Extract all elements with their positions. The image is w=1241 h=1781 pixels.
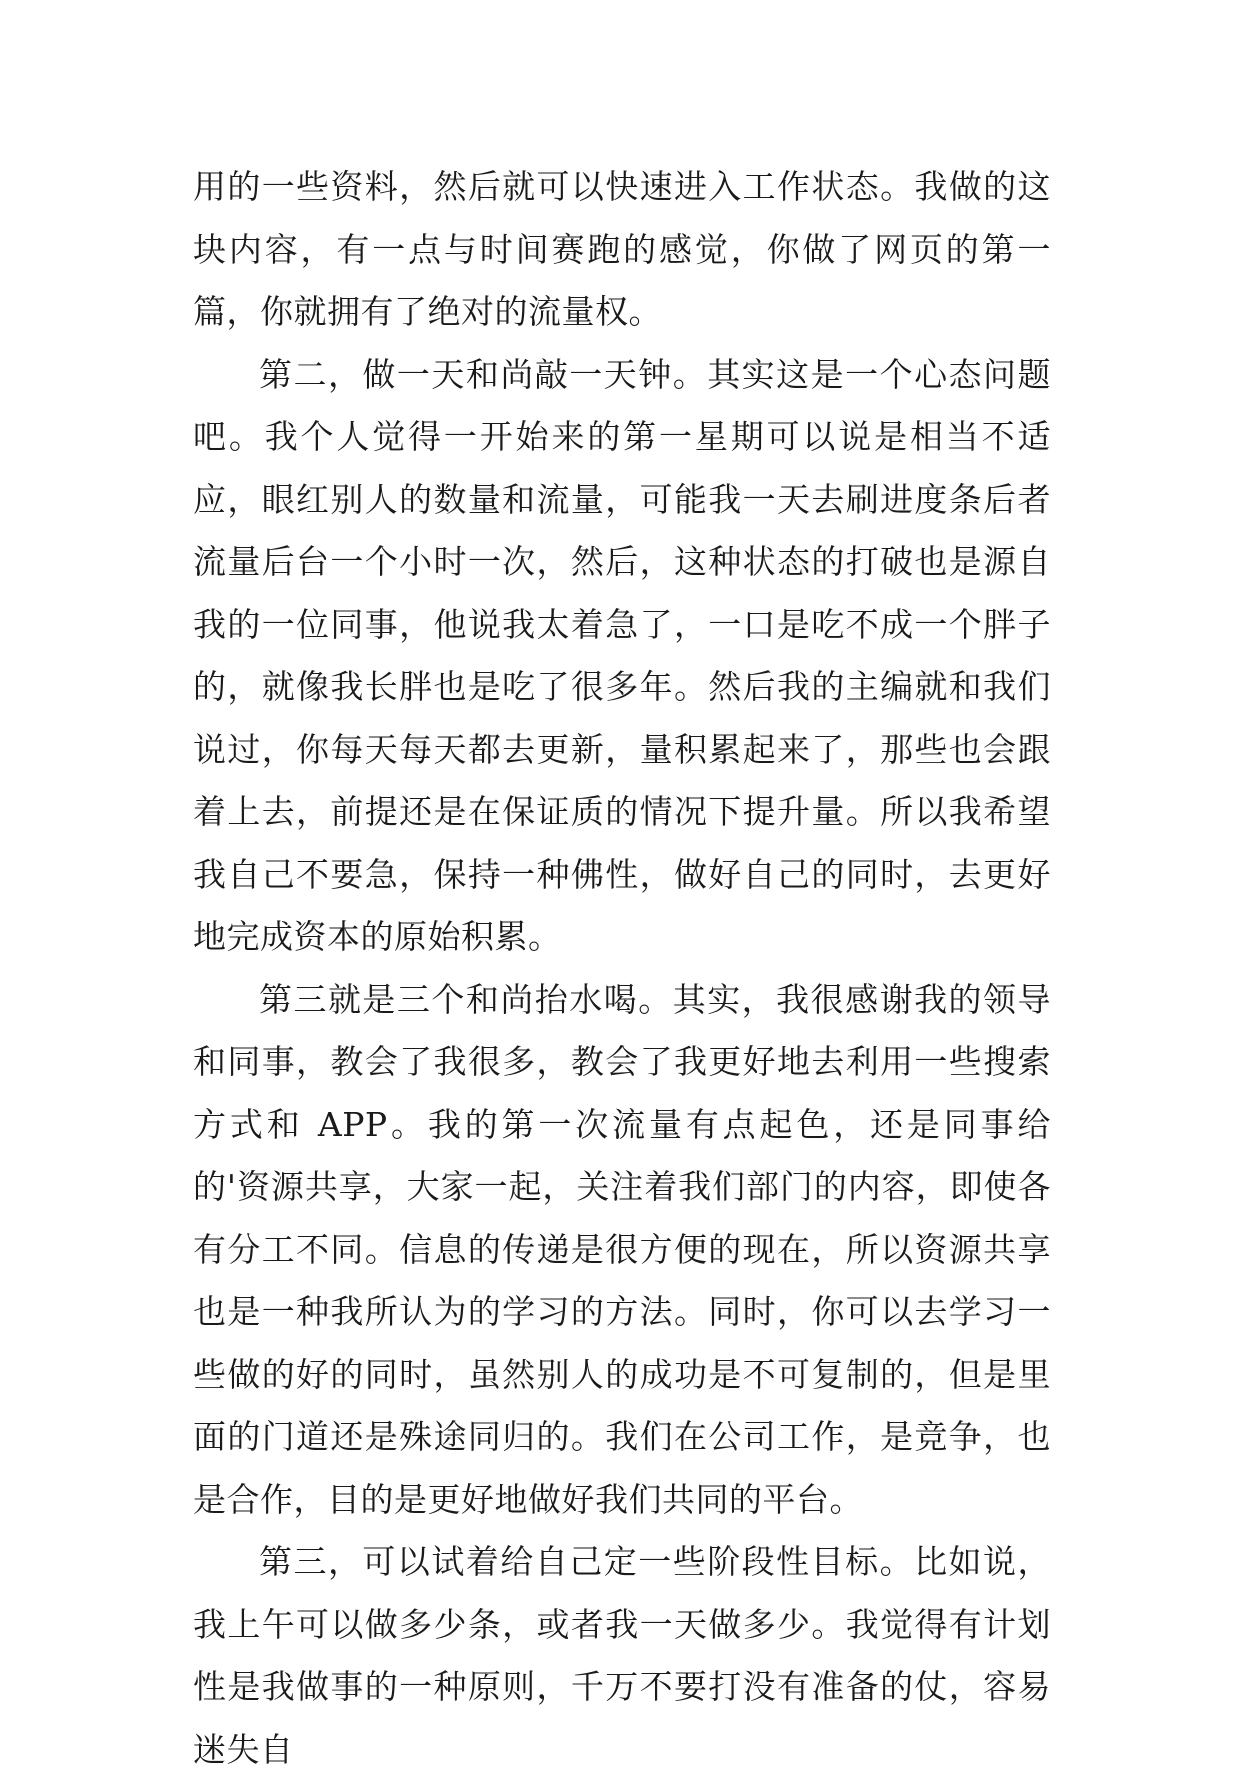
paragraph-second-point: 第二，做一天和尚敲一天钟。其实这是一个心态问题吧。我个人觉得一开始来的第一星期可以说是相当不适应，眼红别人的数量和流量，可能我一天去刷进度条后者流量后台一个小时一次，然后，这种状态的打破也是源自我的一位同事，他说我太着急了，一口是吃不成一个胖子的，就像我长胖也是吃了很多年。然后我的主编就和我们说过，你每天每天都去更新，量积累起来了，那些也会跟着上去，前提还是在保证质的情况下提升量。所以我希望我自己不要急，保持一种佛性，做好自己的同时，去更好地完成资本的原始积累。 [193,354,1051,956]
paragraph-third-point: 第三就是三个和尚抬水喝。其实，我很感谢我的领导和同事，教会了我很多，教会了我更好地去利用一些搜索方式和 APP。我的第一次流量有点起色，还是同事给的'资源共享，大家一起，关注着我们部门的内容，即使各有分工不同。信息的传递是很方便的现在，所以资源共享也是一种我所认为的学习的方法。同时，你可以去学习一些做的好的同时，虽然别人的成功是不可复制的，但是里面的门道还是殊途同归的。我们在公司工作，是竞争，也是合作，目的是更好地做好我们共同的平台。 [193,979,1051,1519]
paragraph-stage-goals: 第三，可以试着给自己定一些阶段性目标。比如说，我上午可以做多少条，或者我一天做多少。我觉得有计划性是我做事的一种原则，千万不要打没有准备的仗，容易迷失自 [193,1542,1051,1769]
document-body [193,156,1051,1781]
paragraph-continuation: 用的一些资料，然后就可以快速进入工作状态。我做的这块内容，有一点与时间赛跑的感觉，你做了网页的第一篇，你就拥有了绝对的流量权。 [193,167,1051,331]
